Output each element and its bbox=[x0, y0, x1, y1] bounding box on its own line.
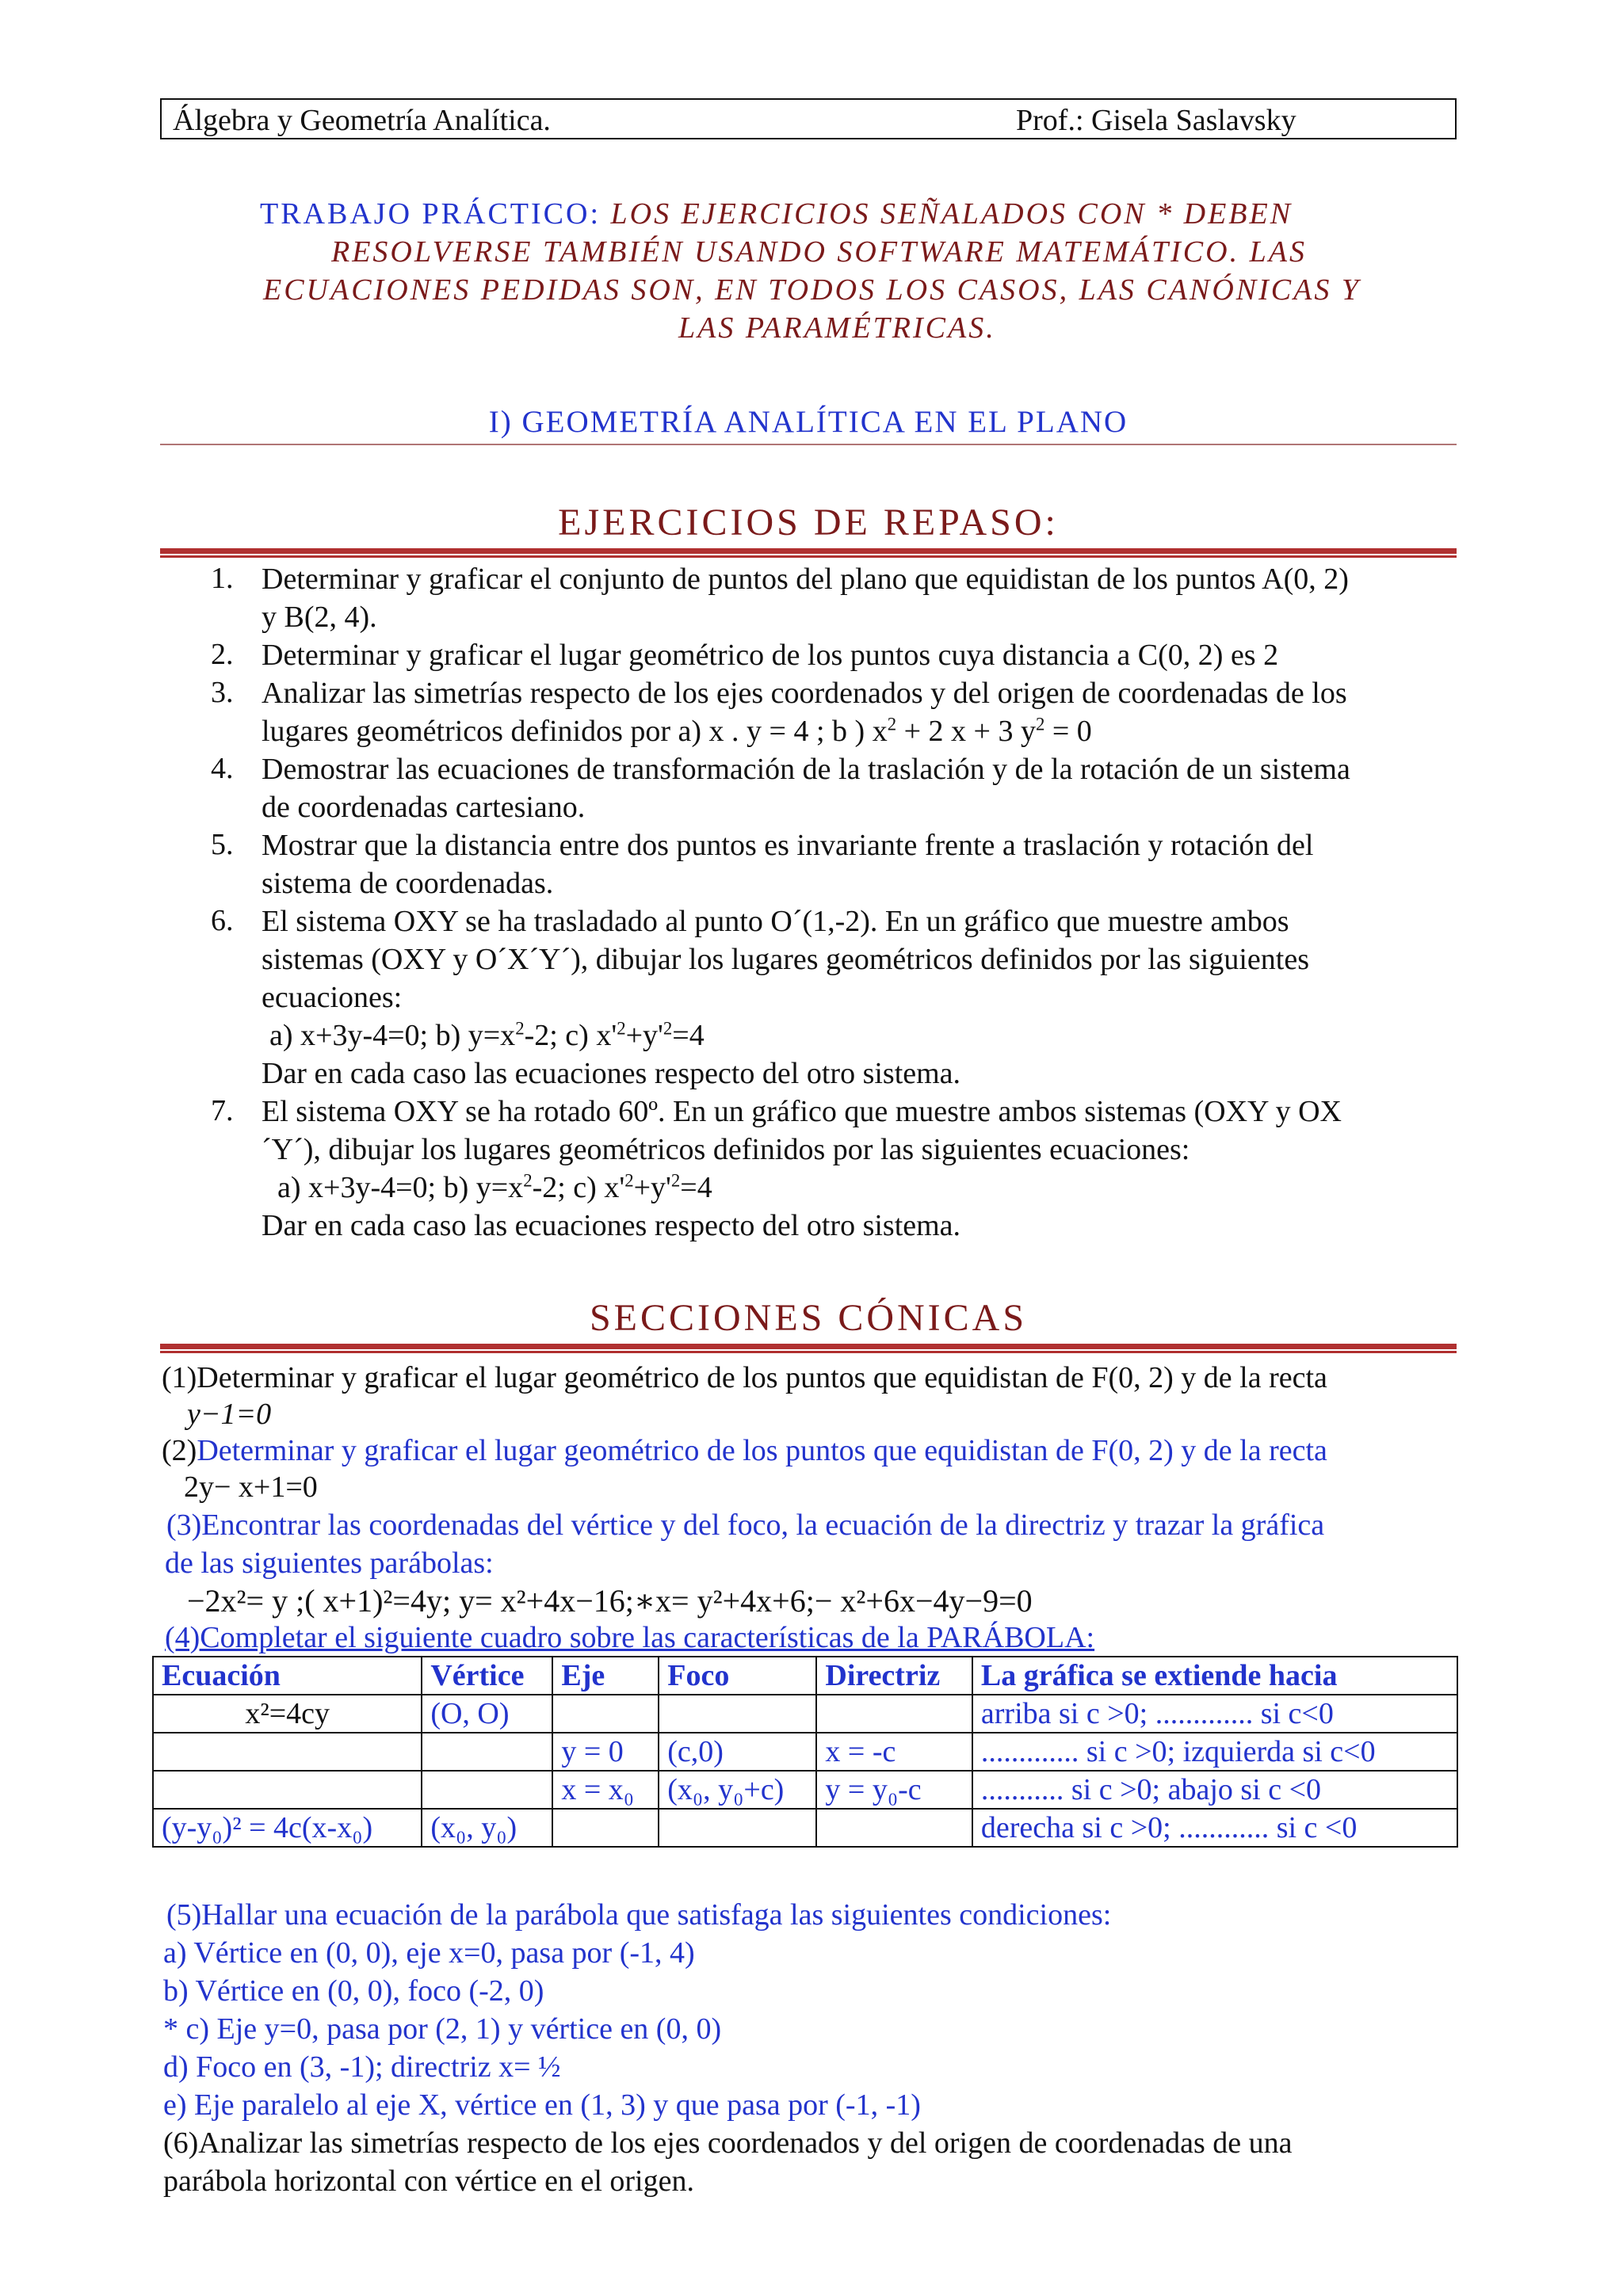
problem-2-equation: 2y− x+1=0 bbox=[184, 1470, 318, 1504]
problem-1-equation: y−1=0 bbox=[187, 1398, 272, 1431]
item-1-line-2: y B(2, 4). bbox=[262, 601, 377, 634]
problem-1: (1)Determinar y graficar el lugar geométrico de los puntos que equidistan de F(0, 2) y de la recta bbox=[162, 1361, 1327, 1394]
item-6-line-1: El sistema OXY se ha trasladado al punto O´(1,-2). En un gráfico que muestre ambos bbox=[262, 905, 1289, 938]
table-cell bbox=[816, 1695, 972, 1733]
conicas-rule bbox=[160, 1344, 1457, 1353]
table-cell: y = 0 bbox=[552, 1733, 659, 1771]
problem-5-a: a) Vértice en (0, 0), eje x=0, pasa por (-1, 4) bbox=[163, 1936, 695, 1970]
table-header: Foco bbox=[659, 1657, 816, 1695]
item-4-line-1: Demostrar las ecuaciones de transformación de la traslación y de la rotación de un sistema bbox=[262, 753, 1350, 786]
section-divider bbox=[160, 444, 1457, 445]
intro-line-1: LOS EJERCICIOS SEÑALADOS CON * DEBEN bbox=[610, 197, 1293, 231]
table-cell bbox=[422, 1733, 552, 1771]
item-6-line-3: ecuaciones: bbox=[262, 981, 403, 1014]
table-cell: arriba si c >0; ............. si c<0 bbox=[972, 1695, 1457, 1733]
intro-line-2: RESOLVERSE TAMBIÉN USANDO SOFTWARE MATEMÁTICO. LAS bbox=[331, 235, 1307, 269]
item-number: 4. bbox=[211, 752, 234, 785]
table-cell: derecha si c >0; ............ si c <0 bbox=[972, 1809, 1457, 1847]
problem-3-equations: −2x²= y ;( x+1)²=4y; y= x²+4x−16;∗x= y²+4x+6;− x²+6x−4y−9=0 bbox=[187, 1583, 1033, 1619]
table-header: Directriz bbox=[816, 1657, 972, 1695]
intro-line-3: ECUACIONES PEDIDAS SON, EN TODOS LOS CASOS, LAS CANÓNICAS Y bbox=[263, 273, 1361, 307]
problem-3-line-1: (3)Encontrar las coordenadas del vértice y del foco, la ecuación de la directriz y trazar la gráfica bbox=[166, 1508, 1325, 1542]
problem-5-b: b) Vértice en (0, 0), foco (-2, 0) bbox=[163, 1974, 544, 2008]
problem-6-line-2: parábola horizontal con vértice en el origen. bbox=[163, 2164, 694, 2198]
item-number: 2. bbox=[211, 638, 234, 671]
item-number: 1. bbox=[211, 562, 234, 595]
table-cell bbox=[552, 1695, 659, 1733]
item-5-line-2: sistema de coordenadas. bbox=[262, 867, 554, 900]
item-number: 6. bbox=[211, 904, 234, 937]
table-cell: (c,0) bbox=[659, 1733, 816, 1771]
item-4-line-2: de coordenadas cartesiano. bbox=[262, 791, 586, 824]
item-6-equations: a) x+3y-4=0; b) $y=x^2-2$; c) $x'^2+y'^2=4$ bbox=[269, 1018, 705, 1052]
item-7-line-1: El sistema OXY se ha rotado 60º. En un gráfico que muestre ambos sistemas (OXY y OX bbox=[262, 1095, 1342, 1128]
table-cell bbox=[153, 1733, 422, 1771]
problem-5-d: d) Foco en (3, -1); directriz x= ½ bbox=[163, 2050, 561, 2084]
repaso-title: EJERCICIOS DE REPASO: bbox=[558, 502, 1059, 543]
table-header: Vértice bbox=[422, 1657, 552, 1695]
problem-3-line-2: de las siguientes parábolas: bbox=[165, 1547, 494, 1580]
intro-label: TRABAJO PRÁCTICO: bbox=[260, 197, 601, 231]
repaso-rule bbox=[160, 548, 1457, 558]
item-3-line-1: Analizar las simetrías respecto de los ejes coordenados y del origen de coordenadas de los bbox=[262, 677, 1347, 710]
table-row bbox=[153, 1695, 1457, 1733]
table-header: Eje bbox=[552, 1657, 659, 1695]
item-7-line-2: ´Y´), dibujar los lugares geométricos definidos por las siguientes ecuaciones: bbox=[262, 1133, 1190, 1166]
table-cell: x = -c bbox=[816, 1733, 972, 1771]
table-cell: x = x₀ bbox=[552, 1771, 659, 1809]
item-number: 5. bbox=[211, 828, 234, 861]
item-number: 3. bbox=[211, 676, 234, 709]
conicas-title: SECCIONES CÓNICAS bbox=[589, 1297, 1028, 1339]
table-cell: y = y₀-c bbox=[816, 1771, 972, 1809]
table-cell: (O, O) bbox=[422, 1695, 552, 1733]
problem-2: (2)Determinar y graficar el lugar geométrico de los puntos que equidistan de F(0, 2) y de la recta bbox=[162, 1434, 1327, 1467]
course-title: Álgebra y Geometría Analítica. bbox=[173, 104, 551, 137]
table-cell: ............. si c >0; izquierda si c<0 bbox=[972, 1733, 1457, 1771]
item-number: 7. bbox=[211, 1094, 234, 1127]
item-5-line-1: Mostrar que la distancia entre dos puntos es invariante frente a traslación y rotación del bbox=[262, 829, 1314, 862]
table-cell bbox=[153, 1771, 422, 1809]
parabola-table bbox=[152, 1656, 1458, 1848]
item-3-line-2: lugares geométricos definidos por a) x . y = 4 ; b ) $x^2 + 2$ x + 3 $y^2 = 0$ bbox=[262, 714, 1092, 748]
table-row bbox=[153, 1771, 1457, 1809]
table-cell bbox=[816, 1809, 972, 1847]
problem-5-c: * c) Eje y=0, pasa por (2, 1) y vértice en (0, 0) bbox=[163, 2012, 722, 2046]
table-cell: (y-y₀)² = 4c(x-x₀) bbox=[153, 1809, 422, 1847]
problem-6-line-1: (6)Analizar las simetrías respecto de los ejes coordenados y del origen de coordenadas de una bbox=[163, 2126, 1293, 2160]
table-cell bbox=[552, 1809, 659, 1847]
problem-4: (4)Completar el siguiente cuadro sobre las características de la PARÁBOLA: bbox=[165, 1621, 1095, 1654]
table-cell bbox=[659, 1695, 816, 1733]
problem-5-e: e) Eje paralelo al eje X, vértice en (1, 3) y que pasa por (-1, -1) bbox=[163, 2088, 921, 2122]
item-2-line-1: Determinar y graficar el lugar geométrico de los puntos cuya distancia a C(0, 2) es 2 bbox=[262, 639, 1279, 672]
item-6-note: Dar en cada caso las ecuaciones respecto del otro sistema. bbox=[262, 1057, 961, 1090]
item-1-line-1: Determinar y graficar el conjunto de puntos del plano que equidistan de los puntos A(0, 2) bbox=[262, 563, 1349, 596]
table-cell: (x₀, y₀+c) bbox=[659, 1771, 816, 1809]
table-cell: (x₀, y₀) bbox=[422, 1809, 552, 1847]
problem-5: (5)Hallar una ecuación de la parábola que satisfaga las siguientes condiciones: bbox=[166, 1898, 1112, 1932]
intro-line-4: LAS PARAMÉTRICAS. bbox=[678, 311, 996, 345]
table-header: Ecuación bbox=[153, 1657, 422, 1695]
table-header-row bbox=[153, 1657, 1457, 1695]
table-cell bbox=[422, 1771, 552, 1809]
item-7-equations: a) x+3y-4=0; b) $y=x^2-2$; c) $x'^2+y'^2=4$ bbox=[277, 1170, 712, 1204]
table-header: La gráfica se extiende hacia bbox=[972, 1657, 1457, 1695]
table-cell: x²=4cy bbox=[153, 1695, 422, 1733]
table-cell bbox=[659, 1809, 816, 1847]
item-6-line-2: sistemas (OXY y O´X´Y´), dibujar los lugares geométricos definidos por las siguientes bbox=[262, 943, 1309, 976]
professor-name: Prof.: Gisela Saslavsky bbox=[1016, 104, 1296, 137]
section-heading: I) GEOMETRÍA ANALÍTICA EN EL PLANO bbox=[488, 405, 1128, 439]
item-7-note: Dar en cada caso las ecuaciones respecto del otro sistema. bbox=[262, 1209, 961, 1242]
table-row bbox=[153, 1809, 1457, 1847]
table-row bbox=[153, 1733, 1457, 1771]
page-header bbox=[160, 98, 1457, 139]
table-cell: ........... si c >0; abajo si c <0 bbox=[972, 1771, 1457, 1809]
